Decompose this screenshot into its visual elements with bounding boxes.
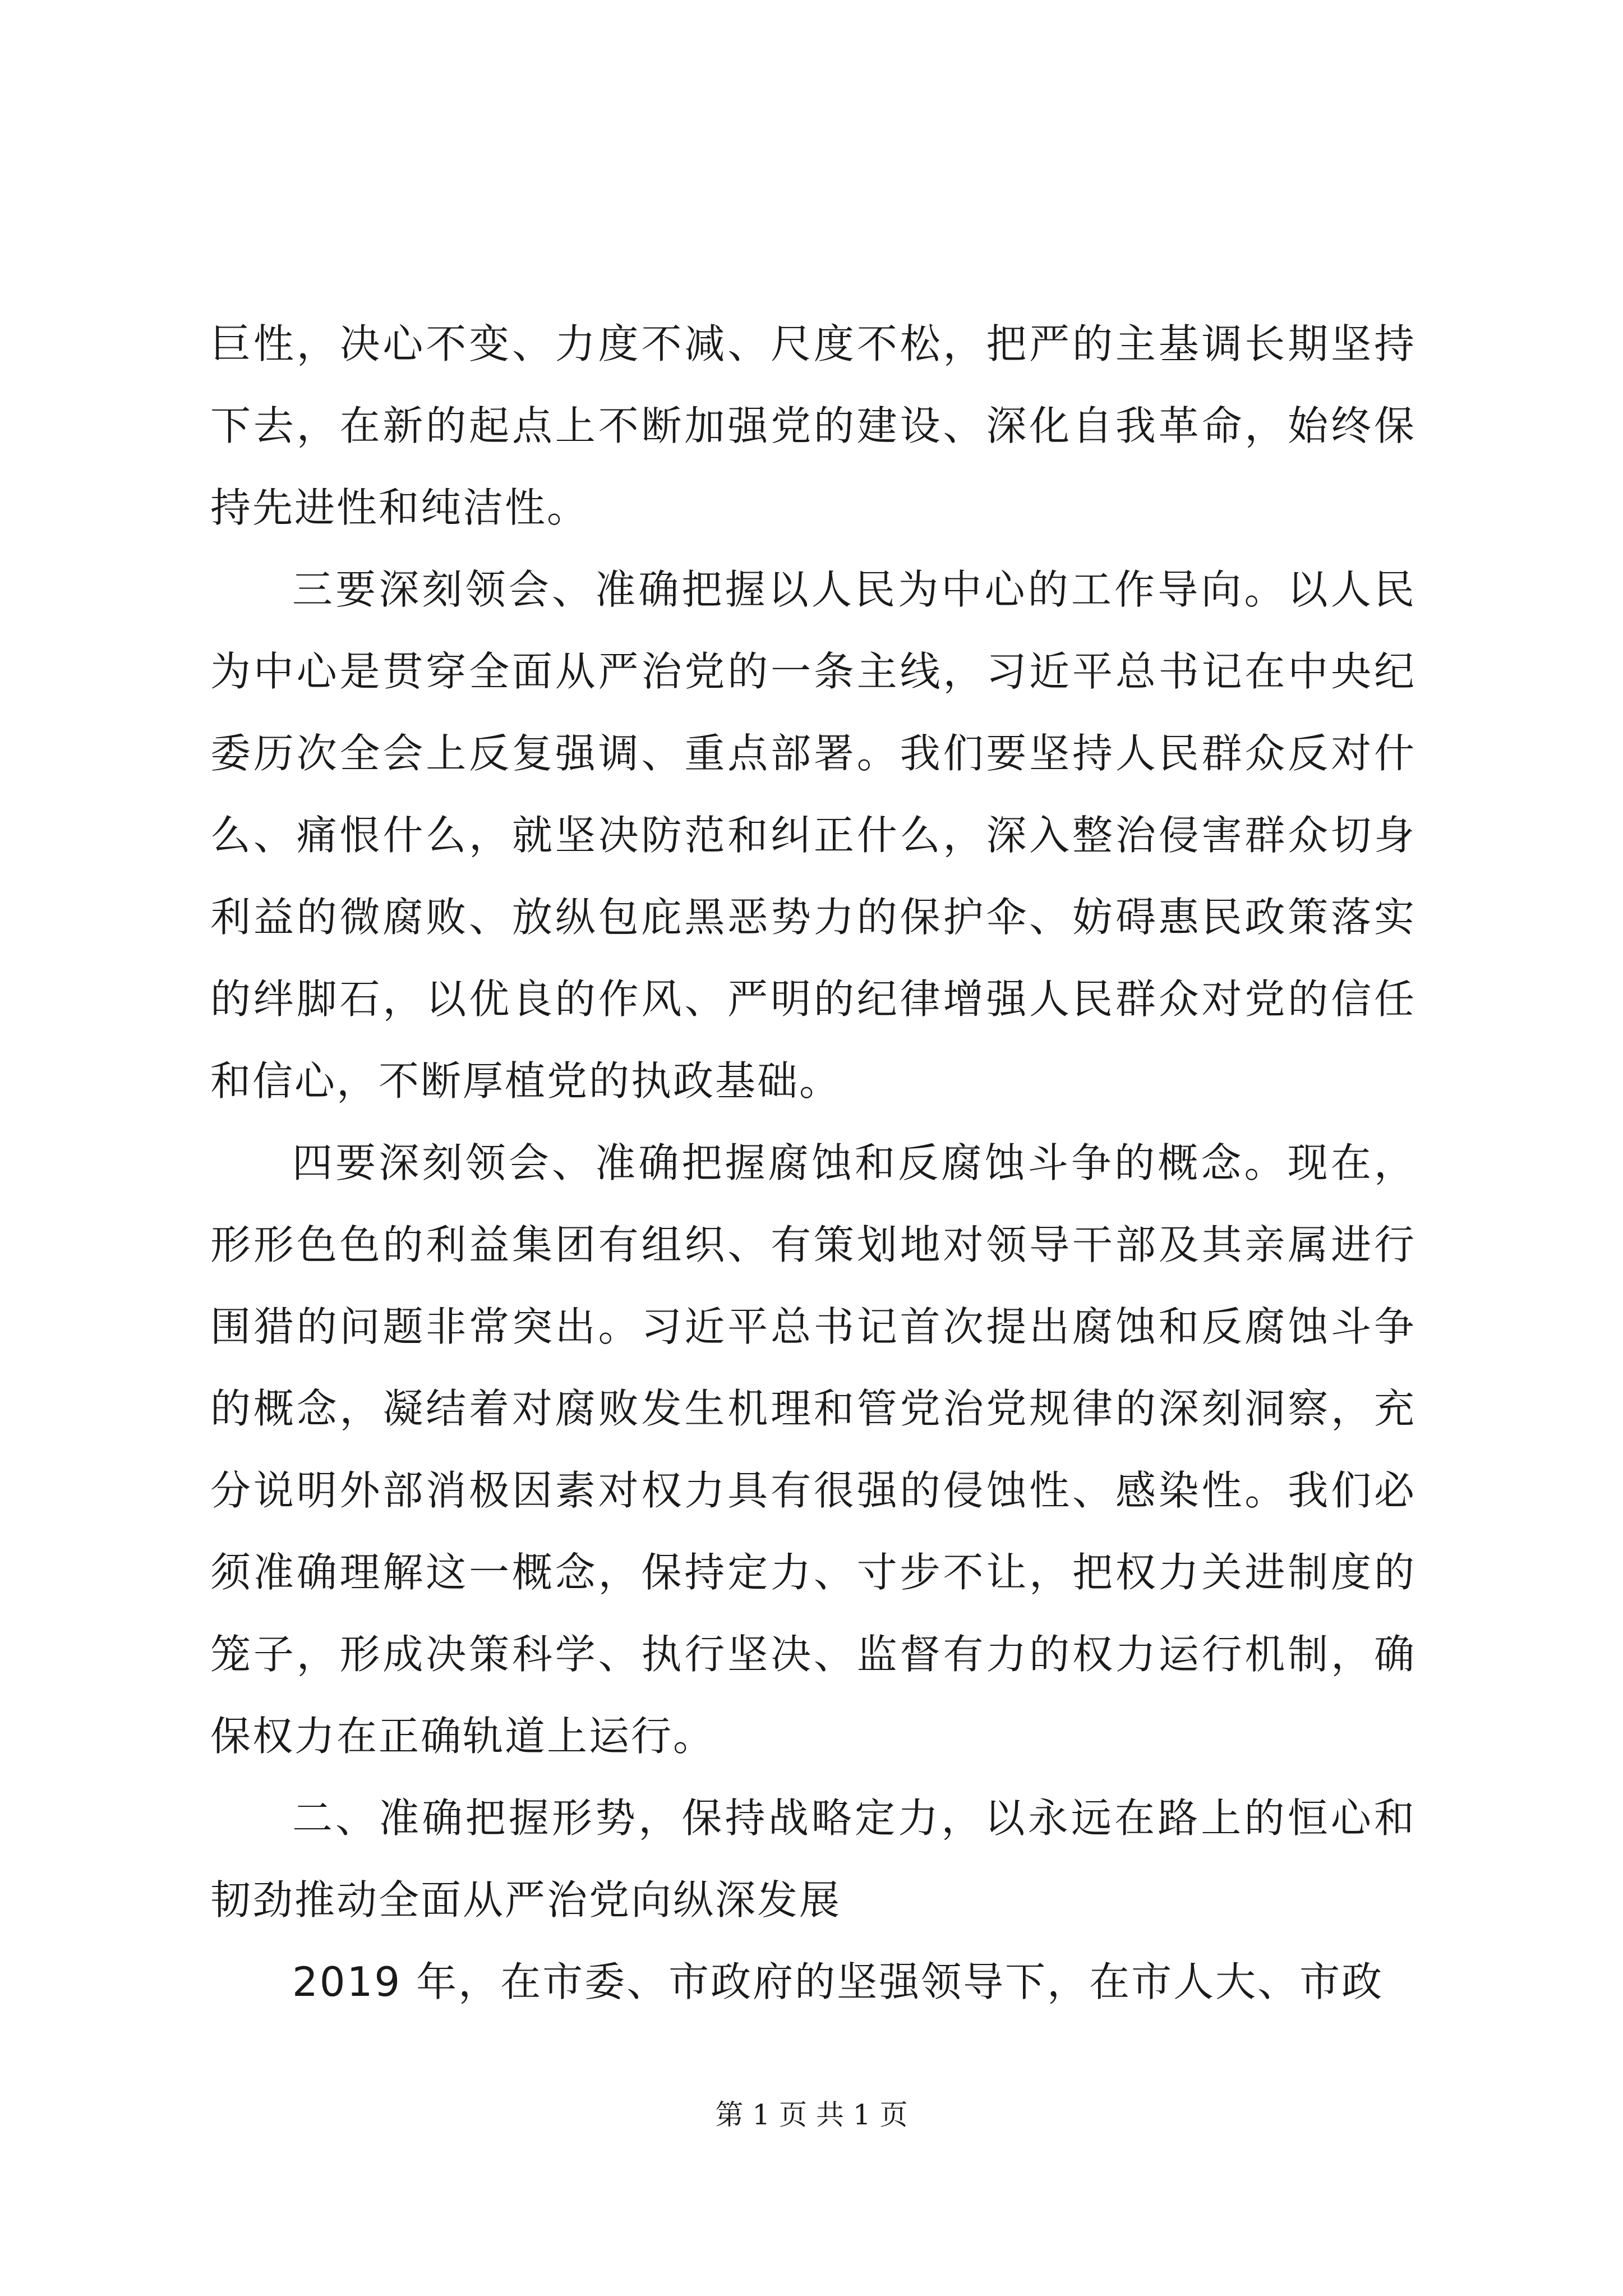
paragraph-continuation: 巨性，决心不变、力度不减、尺度不松，把严的主基调长期坚持下去，在新的起点上不断加强党的建设、深化自我革命，始终保持先进性和纯洁性。 bbox=[210, 320, 1416, 531]
paragraph-point-three: 三要深刻领会、准确把握以人民为中心的工作导向。以人民为中心是贯穿全面从严治党的一条主线，习近平总书记在中央纪委历次全会上反复强调、重点部署。我们要坚持人民群众反对什么、痛恨什么，就坚决防范和纠正什么，深入整治侵害群众切身利益的微腐败、放纵包庇黑恶势力的保护伞、妨碍惠民政策落实的绊脚石，以优良的作风、严明的纪律增强人民群众对党的信任和信心，不断厚植党的执政基础。 bbox=[210, 566, 1416, 1105]
page-footer: 第 1 页 共 1 页 bbox=[715, 2099, 908, 2131]
paragraph-2019: 2019 年，在市委、市政府的坚强领导下，在市人大、市政 bbox=[292, 1958, 1384, 2005]
document-body bbox=[210, 303, 1416, 2023]
section-heading-two: 二、准确把握形势，保持战略定力，以永远在路上的恒心和韧劲推动全面从严治党向纵深发展 bbox=[210, 1795, 1416, 1924]
paragraph-point-four: 四要深刻领会、准确把握腐蚀和反腐蚀斗争的概念。现在，形形色色的利益集团有组织、有策划地对领导干部及其亲属进行围猎的问题非常突出。习近平总书记首次提出腐蚀和反腐蚀斗争的概念，凝结着对腐败发生机理和管党治党规律的深刻洞察，充分说明外部消极因素对权力具有很强的侵蚀性、感染性。我们必须准确理解这一概念，保持定力、寸步不让，把权力关进制度的笼子，形成决策科学、执行坚决、监督有力的权力运行机制，确保权力在正确轨道上运行。 bbox=[210, 1139, 1416, 1760]
